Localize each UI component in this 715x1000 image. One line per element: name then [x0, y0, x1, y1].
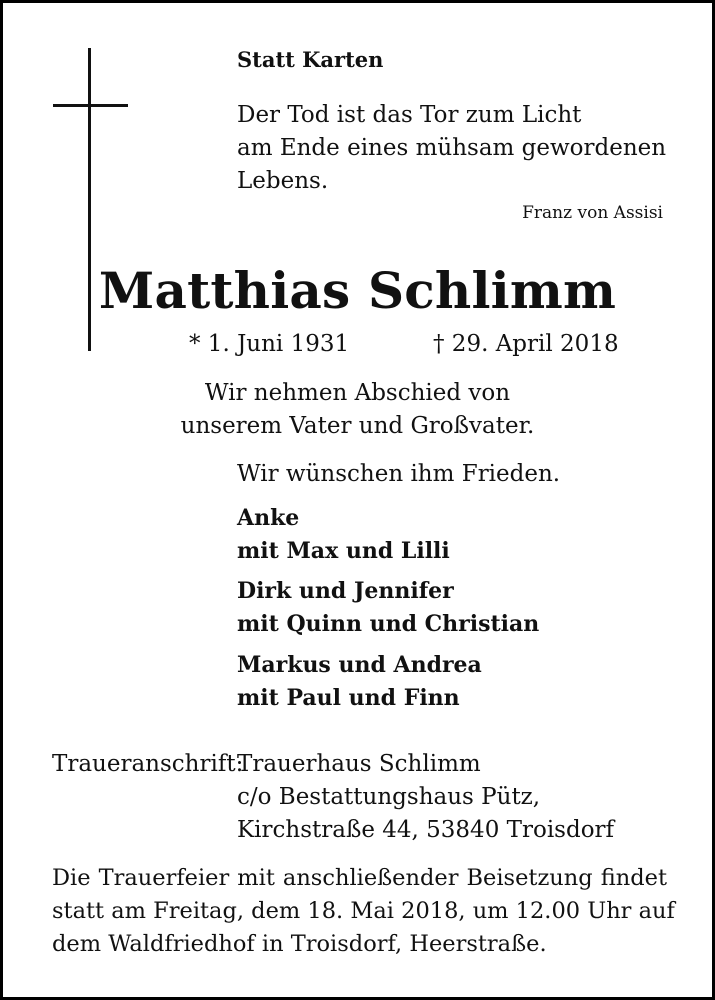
mourner-2-name: Dirk und Jennifer: [237, 578, 454, 604]
peace-wish: Wir wünschen ihm Frieden.: [237, 461, 561, 487]
quote-line-2: am Ende eines mühsam gewordenen: [237, 135, 667, 161]
address-line-2: c/o Bestattungshaus Pütz,: [237, 784, 541, 810]
death-date: † 29. April 2018: [433, 331, 619, 357]
mourner-1-family: mit Max und Lilli: [237, 538, 450, 564]
deceased-name: Matthias Schlimm: [98, 261, 617, 320]
mourner-2-family: mit Quinn und Christian: [237, 611, 540, 637]
address-label: Traueranschrift:: [52, 751, 244, 777]
birth-date: * 1. Juni 1931: [189, 331, 350, 357]
mourner-3-name: Markus und Andrea: [237, 652, 482, 678]
cross-symbol-horizontal: [53, 104, 128, 107]
address-line-1: Trauerhaus Schlimm: [237, 751, 481, 777]
quote-author: Franz von Assisi: [522, 203, 663, 223]
ceremony-line-2: statt am Freitag, dem 18. Mai 2018, um 12.00 Uhr auf: [52, 898, 675, 924]
statt-karten-label: Statt Karten: [237, 47, 384, 72]
farewell-line-2: unserem Vater und Großvater.: [180, 413, 535, 439]
mourner-3-family: mit Paul und Finn: [237, 685, 460, 711]
mourner-1-name: Anke: [237, 505, 300, 531]
ceremony-line-1: Die Trauerfeier mit anschließender Beisetzung findet: [52, 865, 667, 891]
quote-line-3: Lebens.: [237, 168, 329, 194]
address-line-3: Kirchstraße 44, 53840 Troisdorf: [237, 817, 615, 843]
quote-line-1: Der Tod ist das Tor zum Licht: [237, 102, 582, 128]
farewell-line-1: Wir nehmen Abschied von: [204, 380, 511, 406]
ceremony-line-3: dem Waldfriedhof in Troisdorf, Heerstraße.: [52, 931, 547, 957]
